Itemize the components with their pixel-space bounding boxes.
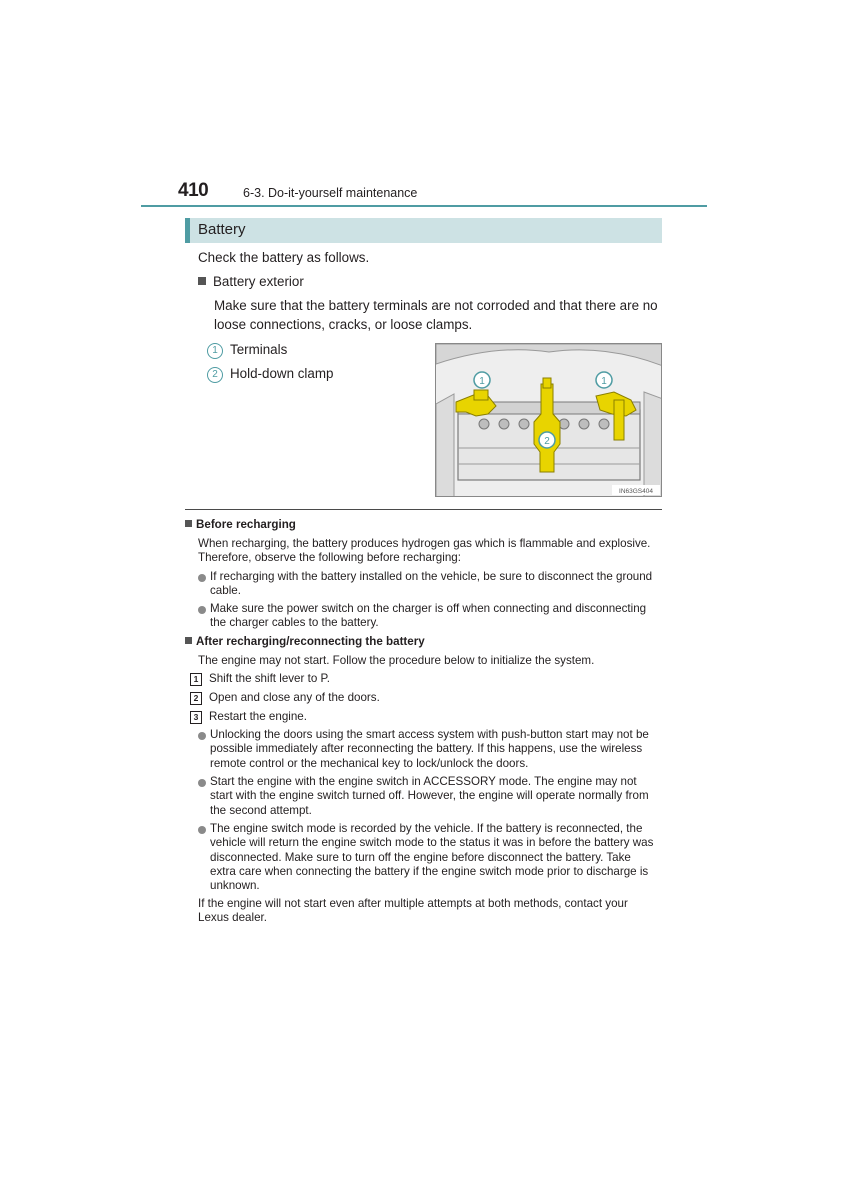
step-item bbox=[190, 691, 662, 705]
before-line: When recharging, the battery produces hydrogen gas which is flammable and explosive. bbox=[198, 537, 651, 550]
bullet-dot-icon bbox=[198, 574, 206, 582]
figure-code: IN63GS404 bbox=[619, 488, 653, 495]
bullet-dot-icon bbox=[198, 732, 206, 740]
bullet-line: Start the engine with the engine switch in ACCESSORY mode. The engine may not bbox=[210, 775, 637, 788]
subheading-exterior bbox=[198, 272, 304, 291]
list-item bbox=[198, 775, 662, 818]
bullet-line: the second attempt. bbox=[210, 803, 312, 817]
before-text bbox=[198, 537, 662, 566]
page-number: 410 bbox=[178, 180, 209, 201]
bullet-line: vehicle will return the engine switch mode to the status it was in before the battery was bbox=[210, 836, 654, 850]
bullet-line: possible immediately after reconnecting the battery. If this happens, use the wireless bbox=[210, 742, 643, 756]
subheading-label: Battery exterior bbox=[213, 274, 304, 289]
note-heading-before bbox=[185, 518, 296, 532]
bullet-line: disconnected. Make sure to turn off the engine before disconnect the battery. Take bbox=[210, 850, 631, 864]
step-number: 2 bbox=[190, 692, 202, 705]
list-item bbox=[198, 570, 662, 599]
step-item bbox=[190, 672, 662, 686]
battery-figure bbox=[435, 343, 662, 497]
step-text: Shift the shift lever to P. bbox=[209, 672, 330, 685]
list-item bbox=[198, 822, 662, 893]
callout-item bbox=[207, 340, 287, 359]
bullet-line: remote control or the mechanical key to lock/unlock the doors. bbox=[210, 756, 529, 770]
closing-text bbox=[198, 897, 662, 926]
bullet-line: cable. bbox=[210, 584, 241, 598]
square-bullet-icon bbox=[185, 520, 192, 527]
battery-illustration bbox=[436, 344, 662, 497]
circled-number-1: 1 bbox=[207, 343, 223, 359]
list-item bbox=[198, 728, 662, 771]
exterior-line-2: loose connections, cracks, or loose clamps. bbox=[214, 317, 473, 332]
step-number: 1 bbox=[190, 673, 202, 686]
note-heading-after bbox=[185, 635, 425, 649]
bullet-line: Unlocking the doors using the smart access system with push-button start may not be bbox=[210, 728, 649, 741]
bullet-line: Make sure the power switch on the charger is off when connecting and disconnecting bbox=[210, 602, 647, 615]
exterior-text bbox=[214, 296, 664, 334]
section-divider bbox=[185, 509, 662, 510]
step-text: Restart the engine. bbox=[209, 710, 307, 723]
closing-line: If the engine will not start even after multiple attempts at both methods, contact your bbox=[198, 897, 628, 910]
figure-callout-2: 2 bbox=[544, 436, 550, 447]
bullet-dot-icon bbox=[198, 826, 206, 834]
exterior-line-1: Make sure that the battery terminals are not corroded and that there are no bbox=[214, 298, 658, 313]
header-rule bbox=[141, 205, 707, 207]
bullet-line: the charger cables to the battery. bbox=[210, 616, 379, 630]
figure-callout-1: 1 bbox=[479, 376, 485, 387]
bullet-line: The engine switch mode is recorded by the vehicle. If the battery is reconnected, the bbox=[210, 822, 643, 835]
heading-battery: Battery bbox=[198, 221, 246, 238]
bullet-line: If recharging with the battery installed on the vehicle, be sure to disconnect the ground bbox=[210, 570, 653, 583]
bullet-line: extra care when connecting the battery if the engine switch mode prior to discharge is bbox=[210, 864, 649, 878]
callout-label: Terminals bbox=[230, 342, 288, 357]
circled-number-2: 2 bbox=[207, 367, 223, 383]
step-text: Open and close any of the doors. bbox=[209, 691, 380, 704]
figure-callout-1b: 1 bbox=[601, 376, 607, 387]
callout-label: Hold-down clamp bbox=[230, 366, 334, 381]
list-item bbox=[198, 602, 662, 631]
note-heading-label: Before recharging bbox=[196, 518, 296, 531]
closing-line: Lexus dealer. bbox=[198, 911, 267, 925]
step-item bbox=[190, 710, 662, 724]
section-title: 6-3. Do-it-yourself maintenance bbox=[243, 186, 418, 200]
bullet-line: unknown. bbox=[210, 879, 260, 893]
square-bullet-icon bbox=[185, 637, 192, 644]
callout-item bbox=[207, 364, 333, 383]
intro-text: Check the battery as follows. bbox=[198, 250, 370, 265]
before-line: Therefore, observe the following before recharging: bbox=[198, 551, 461, 565]
step-number: 3 bbox=[190, 711, 202, 724]
square-bullet-icon bbox=[198, 277, 206, 285]
after-intro: The engine may not start. Follow the procedure below to initialize the system. bbox=[198, 654, 595, 667]
bullet-dot-icon bbox=[198, 606, 206, 614]
note-heading-label: After recharging/reconnecting the battery bbox=[196, 635, 425, 648]
bullet-line: start with the engine switch turned off. However, the engine will operate normally from bbox=[210, 789, 649, 803]
heading-bar bbox=[185, 218, 662, 243]
bullet-dot-icon bbox=[198, 779, 206, 787]
